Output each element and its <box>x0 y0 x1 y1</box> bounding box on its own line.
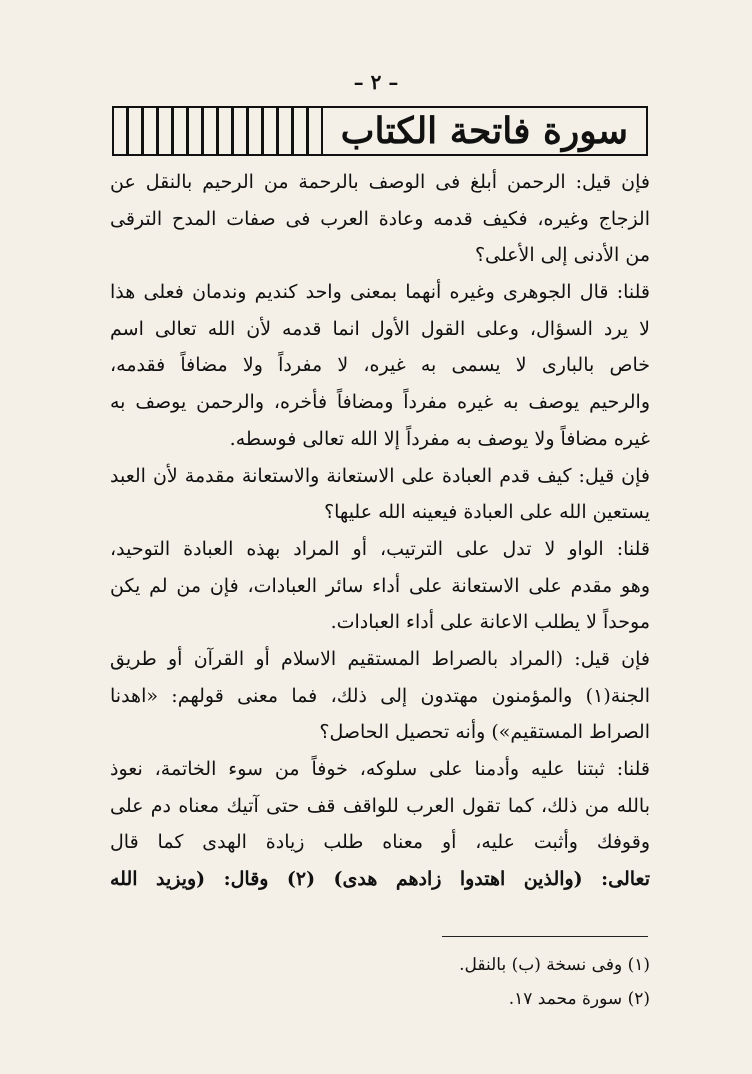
chapter-title: سورة فاتحة الكتاب <box>340 110 628 152</box>
text-line: موحداً لا يطلب الاعانة على أداء العبادات. <box>330 611 650 634</box>
text-line: يستعين الله على العبادة فيعينه الله عليها؟ <box>324 501 650 524</box>
text-line: فإن قيل: كيف قدم العبادة على الاستعانة والاستعانة مقدمة لأن العبد <box>110 464 650 487</box>
text-line: الجنة(١) والمؤمنون مهتدون إلى ذلك، فما معنى قولهم: «اهدنا <box>110 684 650 707</box>
text-line: وهو مقدم على الاستعانة على أداء سائر العبادات، فإن من لم يكن <box>110 574 650 597</box>
text-line: قلنا: قال الجوهرى وغيره أنهما بمعنى واحد كنديم وندمان فعلى هذا <box>110 281 650 304</box>
text-line: بالله من ذلك، كما تقول العرب للواقف قف حتى آتيك معناه دم على <box>110 794 650 817</box>
text-line: الصراط المستقيم») وأنه تحصيل الحاصل؟ <box>319 721 650 744</box>
title-decorative-bars <box>114 108 323 154</box>
main-text <box>110 164 650 898</box>
text-line: وقوفك وأثبت عليه، أو معناه طلب زيادة الهدى كما قال <box>110 831 650 854</box>
text-line: تعالى: (والذين اهتدوا زادهم هدى) (٢) وقال: (ويزيد الله <box>110 868 650 891</box>
text-line: الزجاج وغيره، فكيف قدمه وعادة العرب فى صفات المدح الترقى <box>110 207 650 230</box>
text-line: قلنا: ثبتنا عليه وأدمنا على سلوكه، خوفاً من سوء الخاتمة، نعوذ <box>110 758 650 780</box>
text-line: من الأدنى إلى الأعلى؟ <box>474 244 650 267</box>
text-line: غيره مضافاً ولا يوصف به مفرداً إلا الله تعالى فوسطه. <box>229 427 650 450</box>
page-number: – ٢ – <box>353 70 399 94</box>
footnote-1: (١) وفى نسخة (ب) بالنقل. <box>459 955 650 975</box>
text-line: فإن قيل: (المراد بالصراط المستقيم الاسلام أو القرآن أو طريق <box>110 647 650 670</box>
text-line: فإن قيل: الرحمن أبلغ فى الوصف بالرحمة من الرحيم بالنقل عن <box>110 171 650 193</box>
text-line: والرحيم يوصف به غيره مفرداً ومضافاً فأخره، والرحمن يوصف به <box>110 391 650 414</box>
footnotes <box>110 948 650 1016</box>
footnote-divider <box>442 936 648 937</box>
footnote-2: (٢) سورة محمد ١٧. <box>508 989 650 1009</box>
text-line: لا يرد السؤال، وعلى القول الأول انما قدمه لأن الله تعالى اسم <box>110 317 650 340</box>
text-line: قلنا: الواو لا تدل على الترتيب، أو المراد بهذه العبادة التوحيد، <box>110 537 650 560</box>
chapter-title-banner <box>112 106 648 156</box>
text-line: خاص بالبارى لا يسمى به غيره، لا مفرداً ولا مضافاً فقدمه، <box>110 354 650 377</box>
